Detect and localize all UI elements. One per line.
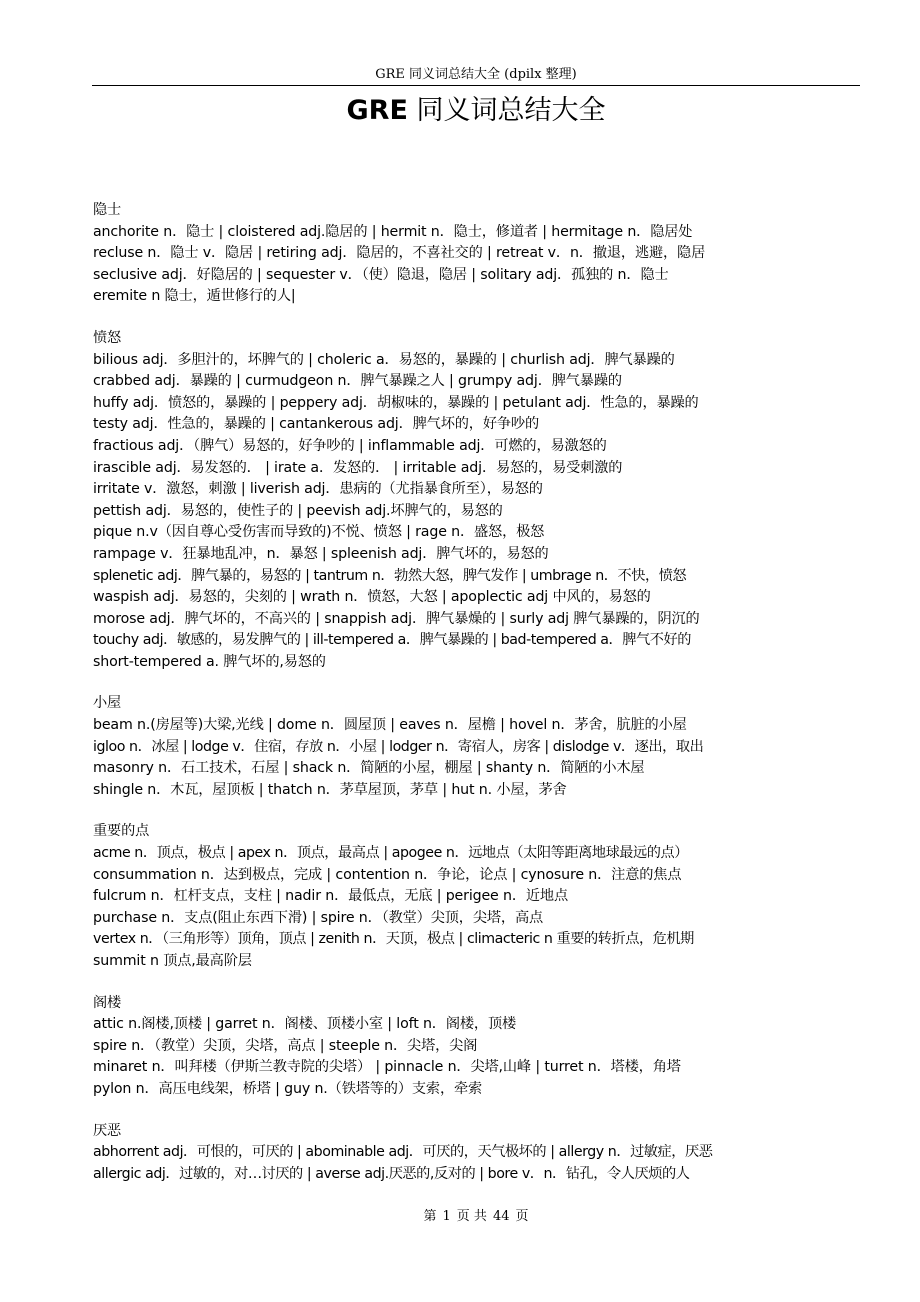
- entry-line: eremite n 隐士，遁世修行的人|: [93, 288, 296, 305]
- entry-line: waspish adj．易怒的，尖刻的 | wrath n．愤怒，大怒 | apoplectic adj 中风的，易怒的: [93, 589, 651, 606]
- footer-page-number: 1: [442, 1209, 451, 1224]
- entry-line: irritate v．激怒，刺激 | liverish adj．患病的（尤指暴食所至），易怒的: [93, 481, 543, 498]
- header-rule: [92, 85, 860, 86]
- footer-prefix: 第: [423, 1209, 437, 1224]
- footer-mid: 页 共: [456, 1209, 487, 1224]
- entry-line: igloo n．冰屋 | lodge v．住宿，存放 n．小屋 | lodger n．寄宿人，房客 | dislodge v．逐出，取出: [93, 738, 704, 755]
- entry-line: summit n 顶点,最高阶层: [93, 953, 252, 969]
- section-aversion: [93, 1121, 893, 1186]
- entry-line: fulcrum n．杠杆支点，支柱 | nadir n．最低点，无底 | perigee n．近地点: [93, 888, 568, 905]
- entry-line: shingle n．木瓦，屋顶板 | thatch n．茅草屋顶，茅草 | hut n. 小屋，茅舍: [93, 781, 567, 798]
- entry-line: rampage v．狂暴地乱冲，n．暴怒 | spleenish adj．脾气坏的，易怒的: [93, 545, 549, 562]
- entry-line: huffy adj．愤怒的，暴躁的 | peppery adj．胡椒味的，暴躁的 | petulant adj．性急的，暴躁的: [93, 394, 699, 411]
- entry-line: short-tempered a. 脾气坏的,易怒的: [93, 653, 326, 670]
- entry-line: pettish adj．易怒的，使性子的 | peevish adj.坏脾气的，易怒的: [93, 502, 503, 519]
- section-attic: [93, 993, 893, 1101]
- page-title: [92, 92, 860, 130]
- entry-line: spire n．（教堂）尖顶，尖塔，高点 | steeple n．尖塔，尖阁: [93, 1037, 478, 1054]
- footer-page-total: 44: [492, 1209, 510, 1224]
- entry-line: seclusive adj．好隐居的 | sequester v．（使）隐退，隐居 | solitary adj．孤独的 n．隐士: [93, 266, 669, 283]
- entry-line: purchase n．支点(阻止东西下滑) | spire n．（教堂）尖顶，尖塔，高点: [93, 909, 544, 926]
- section-heading: 阁楼: [93, 994, 122, 1011]
- entry-line: morose adj．脾气坏的，不高兴的 | snappish adj．脾气暴燥的 | surly adj 脾气暴躁的，阴沉的: [93, 610, 700, 627]
- entry-line: splenetic adj．脾气暴的，易怒的 | tantrum n．勃然大怒，脾气发作 | umbrage n．不快，愤怒: [93, 567, 687, 584]
- content: [93, 200, 893, 1205]
- entry-line: allergic adj．过敏的，对…讨厌的 | averse adj.厌恶的,反对的 | bore v．n．钻孔，令人厌烦的人: [93, 1165, 690, 1182]
- entry-line: beam n.(房屋等)大梁,光线 | dome n．圆屋顶 | eaves n．屋檐 | hovel n．茅舍，肮脏的小屋: [93, 717, 687, 734]
- section-heading: 重要的点: [93, 823, 150, 840]
- section-anger: [93, 328, 893, 674]
- page-title-cjk: 同义词总结大全: [416, 95, 606, 126]
- entry-line: irascible adj．易发怒的． | irate a．发怒的． | irritable adj．易怒的，易受刺激的: [93, 459, 623, 476]
- entry-line: anchorite n．隐士 | cloistered adj.隐居的 | hermit n．隐士，修道者 | hermitage n．隐居处: [93, 223, 693, 240]
- footer-suffix: 页: [515, 1209, 529, 1224]
- entry-line: recluse n．隐士 v．隐居 | retiring adj．隐居的，不喜社交的 | retreat v．n．撤退，逃避，隐居: [93, 245, 706, 262]
- entry-line: attic n.阁楼,顶楼 | garret n．阁楼、顶楼小室 | loft n．阁楼，顶楼: [93, 1016, 517, 1033]
- section-heading: 隐士: [93, 202, 122, 218]
- entry-line: abhorrent adj．可恨的，可厌的 | abominable adj．可厌的，天气极坏的 | allergy n．过敏症，厌恶: [93, 1144, 713, 1161]
- entry-line: masonry n．石工技术，石屋 | shack n．简陋的小屋，棚屋 | shanty n．简陋的小木屋: [93, 760, 645, 777]
- section-heading: 小屋: [93, 695, 122, 712]
- section-hermit: [93, 200, 893, 308]
- entry-line: pique n.v（因自尊心受伤害而导致的)不悦、愤怒 | rage n．盛怒，极怒: [93, 524, 545, 541]
- entry-line: acme n．顶点，极点 | apex n．顶点，最高点 | apogee n．远地点（太阳等距离地球最远的点）: [93, 845, 688, 862]
- entry-line: vertex n．（三角形等）顶角，顶点 | zenith n．天顶，极点 | climacteric n 重要的转折点，危机期: [93, 931, 694, 948]
- section-heading: 愤怒: [93, 329, 122, 346]
- entry-line: minaret n．叫拜楼（伊斯兰教寺院的尖塔） | pinnacle n．尖塔,山峰 | turret n．塔楼，角塔: [93, 1059, 681, 1076]
- entry-line: testy adj．性急的，暴躁的 | cantankerous adj．脾气坏的，好争吵的: [93, 416, 539, 433]
- section-hut: [93, 693, 893, 801]
- entry-line: consummation n．达到极点，完成 | contention n．争论，论点 | cynosure n．注意的焦点: [93, 866, 682, 883]
- section-important-point: [93, 821, 893, 972]
- page-title-latin: GRE: [346, 95, 408, 126]
- entry-line: pylon n．高压电线架，桥塔 | guy n.（铁塔等的）支索，牵索: [93, 1080, 483, 1097]
- section-heading: 厌恶: [93, 1122, 122, 1139]
- entry-line: touchy adj．敏感的，易发脾气的 | ill-tempered a．脾气暴躁的 | bad-tempered a．脾气不好的: [93, 632, 691, 649]
- entry-line: crabbed adj．暴躁的 | curmudgeon n．脾气暴躁之人 | grumpy adj．脾气暴躁的: [93, 373, 622, 390]
- entry-line: bilious adj．多胆汁的，坏脾气的 | choleric a．易怒的，暴躁的 | churlish adj．脾气暴躁的: [93, 351, 675, 368]
- page-footer: [92, 1208, 860, 1225]
- running-header: GRE 同义词总结大全 (dpilx 整理): [375, 67, 577, 82]
- entry-line: fractious adj．（脾气）易怒的，好争吵的 | inflammable adj．可燃的，易激怒的: [93, 437, 607, 454]
